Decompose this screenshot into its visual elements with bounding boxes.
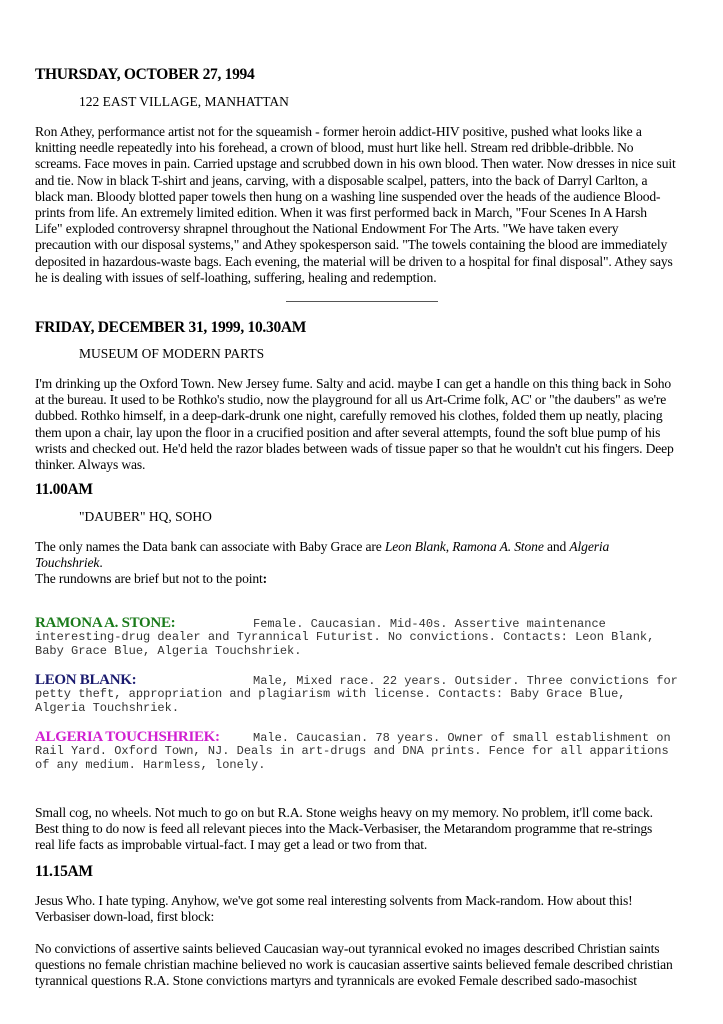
rundowns-intro: The rundowns are brief but not to the point xyxy=(35,571,263,587)
intro-text: The only names the Data bank can associate with Baby Grace are xyxy=(35,539,385,554)
section-location: MUSEUM OF MODERN PARTS xyxy=(79,346,265,361)
section-location: 122 EAST VILLAGE, MANHATTAN xyxy=(79,94,289,109)
paragraph-line: and tie. Now in black T-shirt and jeans, carving, with a disposable scalpel, patters, into the back of Darryl Carlton, a xyxy=(35,172,648,188)
name-algeria-part1: Algeria xyxy=(569,539,610,554)
rundown-desc: Female. Caucasian. Mid-40s. Assertive maintenance xyxy=(253,617,606,631)
paragraph-line: deposited in hazardous-waste bags. Each evening, the material will be driven to a hospital for final disposal". Athey says xyxy=(35,253,673,269)
period: . xyxy=(99,555,103,571)
rundown-name: RAMONA A. STONE: xyxy=(35,615,176,631)
paragraph-line: tyrannical questions R.A. Stone convictions martyrs and tyrannicals are evoked Female described sado-masochist xyxy=(35,973,637,989)
followup-paragraph xyxy=(35,805,695,854)
paragraph-line: prints from life. An extremely limited edition. When it was first performed back in March, "Four Scenes In A Harsh xyxy=(35,205,647,221)
section-heading-time: 11.00AM xyxy=(35,481,93,498)
paragraph-line: No convictions of assertive saints believed Caucasian way-out tyrannical evoked no images described Christian saints xyxy=(35,941,660,956)
rundown-line: Baby Grace Blue, Algeria Touchshriek. xyxy=(35,643,302,658)
rundown-line: of any medium. Harmless, lonely. xyxy=(35,757,266,772)
rundown-line: Algeria Touchshriek. xyxy=(35,700,180,715)
rundown-desc: Male. Caucasian. 78 years. Owner of small establishment on xyxy=(253,731,671,745)
rundown-desc: Male, Mixed race. 22 years. Outsider. Three convictions for xyxy=(253,674,678,688)
paragraph-line: at the bureau. It used to be Rothko's studio, now the playground for all us Art-Crime folk, AC' or "the daubers" as we're xyxy=(35,392,667,408)
name-ramona-stone: Ramona A. Stone xyxy=(452,539,544,554)
section-paragraph xyxy=(35,893,695,925)
paragraph-line xyxy=(35,539,695,555)
rundown-ramona-stone xyxy=(35,617,695,658)
rundown-algeria-touchshriek xyxy=(35,731,695,772)
paragraph-line: thinker. Always was. xyxy=(35,457,146,473)
separator: , xyxy=(445,539,453,554)
paragraph-line: Best thing to do now is feed all relevant pieces into the Mack-Verbasiser, the Metarandom programme that re-strings xyxy=(35,821,653,837)
section-location: "DAUBER" HQ, SOHO xyxy=(79,509,212,524)
paragraph-line: Life" exploded controversy shrapnel throughout the National Endowment For The Arts. "We have taken every xyxy=(35,221,619,237)
name-leon-blank: Leon Blank xyxy=(384,539,446,554)
paragraph-line: Ron Athey, performance artist not for the squeamish - former heroin addict-HIV positive, pushed what looks like a xyxy=(35,124,642,139)
section-divider xyxy=(286,301,438,302)
paragraph-line: questions no female christian machine believed no work is caucasian assertive saints believed female described christian xyxy=(35,957,673,973)
name-algeria-part2: Touchshriek xyxy=(35,555,100,571)
paragraph-line: Verbasiser down-load, first block: xyxy=(35,909,215,925)
rundown-line: petty theft, appropriation and plagiarism with license. Contacts: Baby Grace Blue, xyxy=(35,687,626,702)
paragraph-line xyxy=(35,571,695,587)
paragraph-line: screams. Face moves in pain. Carried upstage and scrubbed down in his own blood. Then water. Now dresses in nice suit xyxy=(35,156,676,172)
section-heading-date: THURSDAY, OCTOBER 27, 1994 xyxy=(35,66,255,83)
paragraph-line: Jesus Who. I hate typing. Anyhow, we've got some real interesting solvents from Mack-random. How about this! xyxy=(35,893,633,908)
rundown-name: ALGERIA TOUCHSHRIEK: xyxy=(35,729,220,745)
paragraph-line: Small cog, no wheels. Not much to go on but R.A. Stone weighs heavy on my memory. No problem, it'll come back. xyxy=(35,805,653,820)
rundown-line xyxy=(35,674,695,688)
paragraph-line: I'm drinking up the Oxford Town. New Jersey fume. Salty and acid. maybe I can get a handle on this thing back in Soho xyxy=(35,376,672,391)
section-heading-time: 11.15AM xyxy=(35,863,93,880)
paragraph-line: precaution with our disposal systems," and Athey spokesperson said. "The towels containing the blood are immediately xyxy=(35,237,668,253)
paragraph-line xyxy=(35,555,695,571)
colon: : xyxy=(262,571,268,587)
paragraph-line: dubbed. Rothko himself, in a deep-dark-drunk one night, carefully removed his clothes, folded them up neatly, placing xyxy=(35,408,663,424)
section-heading-date: FRIDAY, DECEMBER 31, 1999, 10.30AM xyxy=(35,319,307,336)
rundown-name: LEON BLANK: xyxy=(35,672,137,688)
paragraph-line: them upon a chair, lay upon the floor in a crucified position and after several attempts, found the soft blue pump of his xyxy=(35,424,661,440)
paragraph-line: he is dealing with issues of self-loathing, suffering, healing and redemption. xyxy=(35,269,437,285)
rundown-line: interesting-drug dealer and Tyrannical Futurist. No convictions. Contacts: Leon Blank, xyxy=(35,630,655,645)
rundown-line xyxy=(35,731,695,745)
rundown-line: Rail Yard. Oxford Town, NJ. Deals in art-drugs and DNA prints. Fence for all apparitions xyxy=(35,744,669,759)
paragraph-line: wrists and checked out. He'd held the razor blades between wads of tissue paper so that he wouldn't cut his fingers. Deep xyxy=(35,440,674,456)
section-paragraph xyxy=(35,376,695,473)
separator: and xyxy=(543,539,570,554)
section-paragraph xyxy=(35,124,695,286)
paragraph-line: real life facts as improbable virtual-fact. I may get a lead or two from that. xyxy=(35,837,428,853)
rundown-line xyxy=(35,617,695,631)
intro-paragraph xyxy=(35,539,695,588)
verbasiser-block xyxy=(35,941,695,990)
paragraph-line: black man. Bloody blotted paper towels then hung on a washing line suspended over the heads of the audience Blood- xyxy=(35,188,661,204)
paragraph-line: knitting needle repeatedly into his forehead, a crown of blood, must hurt like hell. Stream red dribble-dribble. No xyxy=(35,140,634,156)
rundown-leon-blank xyxy=(35,674,695,715)
